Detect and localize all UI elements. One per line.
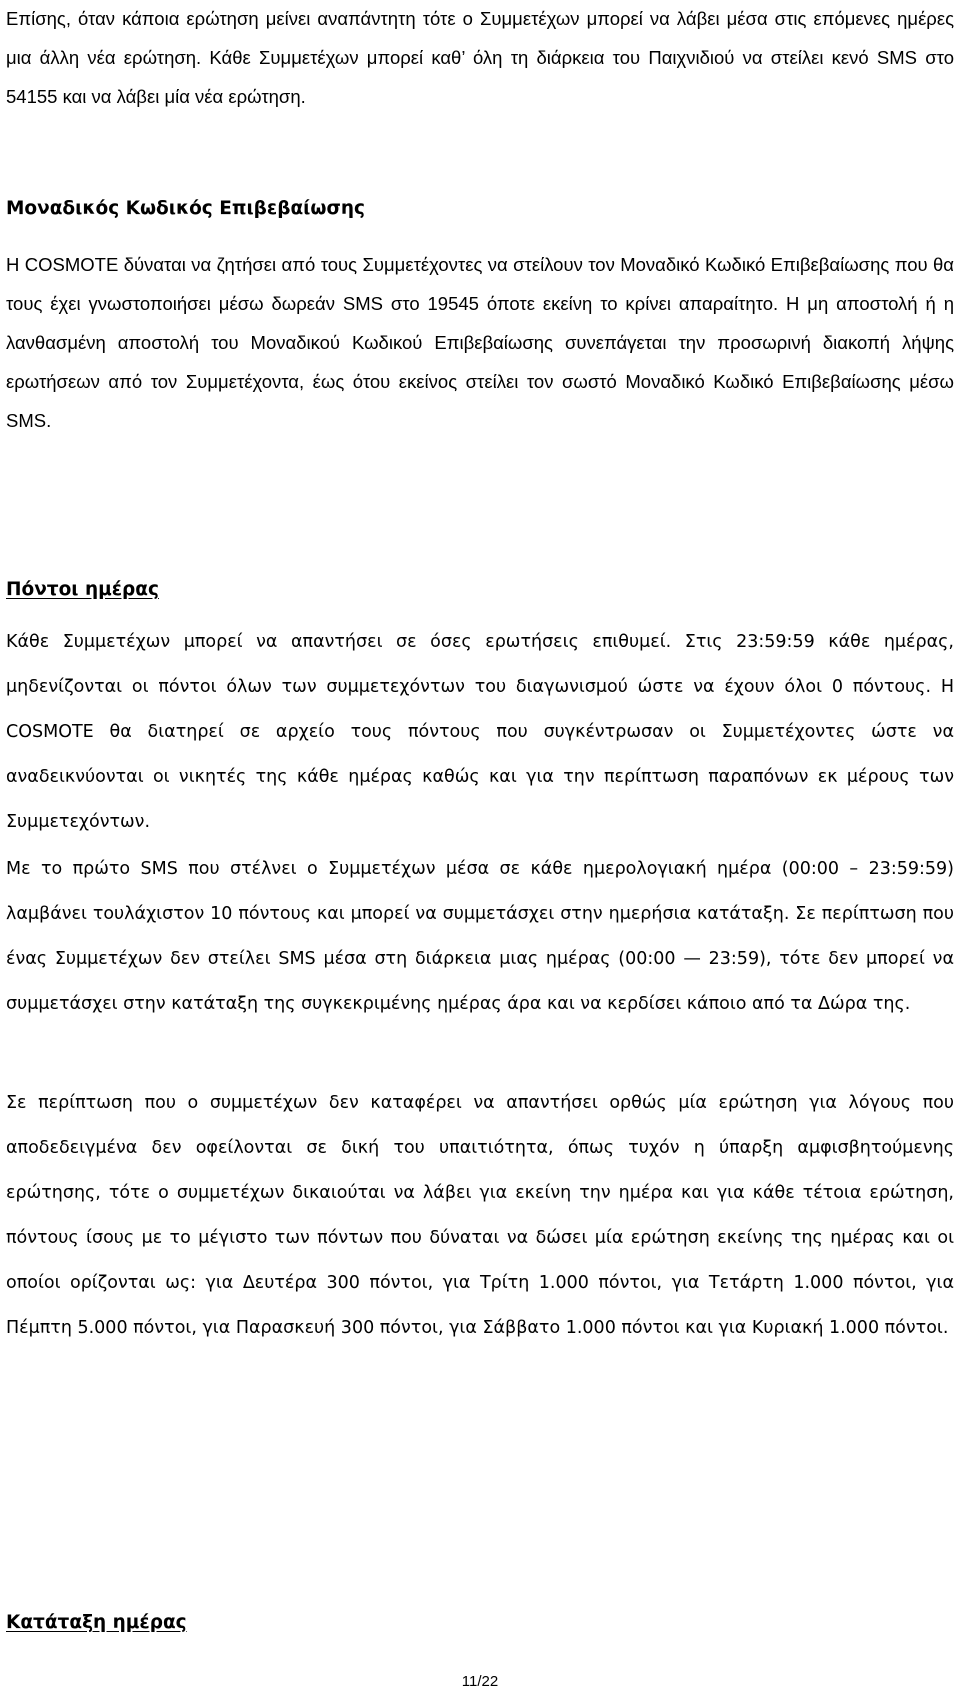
daily-points-paragraph-1: Κάθε Συμμετέχων μπορεί να απαντήσει σε όσες ερωτήσεις επιθυμεί. Στις 23:59:59 κάθε ημέρας, μηδενίζονται οι πόντοι όλων των συμμετεχόντων του διαγωνισμού ώστε να έχουν όλοι 0 πόντους. Η COSMOTE θα διατηρεί σε αρχείο τους πόντους που συγκέντρωσαν οι Συμμετέχοντες ώστε να αναδεικνύονται οι νικητές της κάθε ημέρας καθώς και για την περίπτωση παραπόνων εκ μέρους των Συμμετεχόντων.: [6, 632, 954, 832]
confirmation-code-paragraph: Η COSMOTE δύναται να ζητήσει από τους Συμμετέχοντες να στείλουν τον Μοναδικό Κωδικό Επιβεβαίωσης που θα τους έχει γνωστοποιήσει μέσω δωρεάν SMS στο 19545 όποτε εκείνη το κρίνει απαραίτητο. Η μη αποστολή ή η λανθασμένη αποστολή του Μοναδικού Κωδικού Επιβεβαίωσης συνεπάγεται την προσωρινή διακοπή λήψης ερωτήσεων από τον Συμμετέχοντα, έως ότου εκείνος στείλει τον σωστό Μοναδικό Κωδικό Επιβεβαίωσης μέσω SMS.: [6, 254, 954, 431]
daily-points-paragraph-2: Με το πρώτο SMS που στέλνει ο Συμμετέχων μέσα σε κάθε ημερολογιακή ημέρα (00:00 – 23:59:59) λαμβάνει τουλάχιστον 10 πόντους και μπορεί να συμμετάσχει στην ημερήσια κατάταξη. Σε περίπτωση που ένας Συμμετέχων δεν στείλει SMS μέσα στη διάρκεια μιας ημέρας (00:00 — 23:59), τότε δεν μπορεί να συμμετάσχει στην κατάταξη της συγκεκριμένης ημέρας άρα και να κερδίσει κάποιο από τα Δώρα της.: [6, 859, 954, 1014]
section-heading-confirmation-code: Μοναδικός Κωδικός Επιβεβαίωσης: [6, 198, 366, 219]
intro-paragraph: Επίσης, όταν κάποια ερώτηση μείνει αναπάντητη τότε ο Συμμετέχων μπορεί να λάβει μέσα στις επόμενες ημέρες μια άλλη νέα ερώτηση. Κάθε Συμμετέχων μπορεί καθ’ όλη τη διάρκεια του Παιχνιδιού να στείλει κενό SMS στο 54155 και να λάβει μία νέα ερώτηση.: [6, 8, 954, 107]
section-heading-daily-ranking: Κατάταξη ημέρας: [6, 1612, 187, 1633]
section-heading-daily-points: Πόντοι ημέρας: [6, 579, 159, 600]
page-number: 11/22: [461, 1673, 499, 1690]
daily-points-paragraph-3: Σε περίπτωση που ο συμμετέχων δεν καταφέρει να απαντήσει ορθώς μία ερώτηση για λόγους που αποδεδειγμένα δεν οφείλονται σε δική του υπαιτιότητα, όπως τυχόν η ύπαρξη αμφισβητούμενης ερώτησης, τότε ο συμμετέχων δικαιούται να λάβει για εκείνη την ημέρα και για κάθε τέτοια ερώτηση, πόντους ίσους με το μέγιστο των πόντων που δύναται να δώσει μία ερώτηση εκείνης της ημέρας και οι οποίοι ορίζονται ως: για Δευτέρα 300 πόντοι, για Τρίτη 1.000 πόντοι, για Τετάρτη 1.000 πόντοι, για Πέμπτη 5.000 πόντοι, για Παρασκευή 300 πόντοι, για Σάββατο 1.000 πόντοι και για Κυριακή 1.000 πόντοι.: [6, 1093, 954, 1338]
